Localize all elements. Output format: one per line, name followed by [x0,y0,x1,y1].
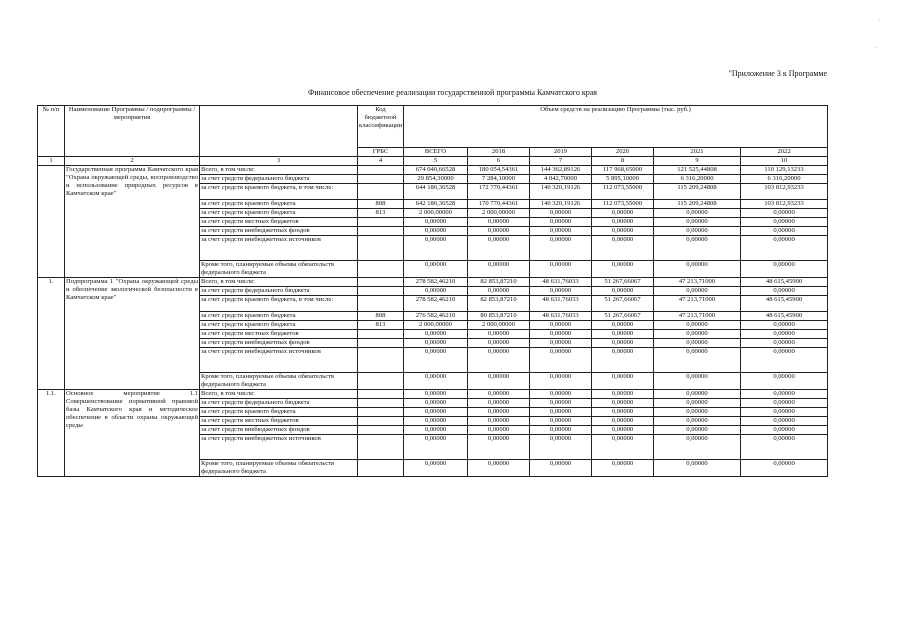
index-cell: 3 [200,157,358,166]
amount-cell: 278 582,46210 [404,296,468,312]
amount-cell: 0,00000 [654,209,741,218]
amount-cell: 48 615,45900 [741,278,828,287]
amount-cell: 0,00000 [741,227,828,236]
amount-cell: 0,00000 [654,330,741,339]
amount-cell: 0,00000 [404,399,468,408]
amount-cell: 642 186,36528 [404,200,468,209]
amount-cell: 80 853,87210 [468,312,530,321]
amount-cell: 0,00000 [468,373,530,390]
funding-source-label: за счет средств внебюджетных фондов [200,426,358,435]
amount-cell: 0,00000 [530,339,592,348]
funding-source-label: за счет средств внебюджетных источников [200,236,358,261]
grbs-code [358,417,404,426]
amount-cell: 2 000,00000 [404,209,468,218]
amount-cell: 48 631,76033 [530,296,592,312]
amount-cell: 0,00000 [468,227,530,236]
amount-cell: 0,00000 [468,417,530,426]
amount-cell: 0,00000 [530,218,592,227]
funding-source-label: за счет средств краевого бюджета [200,321,358,330]
funding-source-label: за счет средств краевого бюджета [200,200,358,209]
index-cell: 4 [358,157,404,166]
amount-cell: 0,00000 [530,330,592,339]
amount-cell: 140 320,19126 [530,200,592,209]
grbs-code [358,287,404,296]
amount-cell: 0,00000 [468,435,530,460]
row-number: 1. [38,278,65,390]
amount-cell: 5 895,10000 [592,175,654,184]
funding-source-label: за счет средств краевого бюджета, в том числе: [200,296,358,312]
amount-cell: 47 213,71000 [654,312,741,321]
amount-cell: 115 209,24808 [654,184,741,200]
grbs-code [358,373,404,390]
amount-cell: 112 073,55000 [592,184,654,200]
amount-cell: 0,00000 [530,417,592,426]
amount-cell: 0,00000 [530,435,592,460]
index-cell: 7 [530,157,592,166]
funding-source-label: за счет средств краевого бюджета, в том числе: [200,184,358,200]
grbs-code [358,426,404,435]
amount-cell: 0,00000 [468,236,530,261]
amount-cell: 0,00000 [404,330,468,339]
header-grbs: ГРБС [358,148,404,157]
header-row [38,106,828,148]
grbs-code [358,390,404,399]
funding-source-label: за счет средств федерального бюджета [200,399,358,408]
amount-cell: 644 186,36528 [404,184,468,200]
amount-cell: 0,00000 [741,408,828,417]
amount-cell: 0,00000 [741,209,828,218]
amount-cell: 0,00000 [468,261,530,278]
amount-cell: 0,00000 [530,408,592,417]
appendix-note: "Приложение 3 к Программе [728,69,827,78]
amount-cell: 0,00000 [654,426,741,435]
amount-cell: 0,00000 [592,236,654,261]
funding-source-label: за счет средств федерального бюджета [200,287,358,296]
amount-cell: 0,00000 [592,261,654,278]
amount-cell: 117 968,65000 [592,166,654,175]
amount-cell: 0,00000 [468,460,530,477]
amount-cell: 121 525,44808 [654,166,741,175]
funding-source-label: Всего, в том числе: [200,390,358,399]
amount-cell: 0,00000 [741,435,828,460]
funding-source-label: за счет средств внебюджетных фондов [200,339,358,348]
amount-cell: 0,00000 [592,426,654,435]
amount-cell: 0,00000 [654,321,741,330]
amount-cell: 7 284,10000 [468,175,530,184]
amount-cell: 51 267,66067 [592,312,654,321]
amount-cell: 0,00000 [530,390,592,399]
amount-cell: 0,00000 [592,209,654,218]
amount-cell: 0,00000 [654,460,741,477]
amount-cell: 0,00000 [530,261,592,278]
amount-cell: 0,00000 [654,287,741,296]
amount-cell: 0,00000 [404,417,468,426]
scan-speck: · [874,44,877,52]
grbs-code [358,175,404,184]
amount-cell: 0,00000 [592,460,654,477]
amount-cell: 0,00000 [741,236,828,261]
amount-cell: 0,00000 [404,236,468,261]
amount-cell: 0,00000 [654,399,741,408]
amount-cell: 0,00000 [468,426,530,435]
amount-cell: 0,00000 [530,236,592,261]
amount-cell: 0,00000 [592,373,654,390]
document-title: Финансовое обеспечение реализации государственной программы Камчатского края [308,88,597,97]
header-blank [200,106,358,157]
amount-cell: 0,00000 [404,460,468,477]
header-year: 2018 [468,148,530,157]
amount-cell: 0,00000 [530,287,592,296]
grbs-code [358,408,404,417]
amount-cell: 0,00000 [468,348,530,373]
index-cell: 1 [38,157,65,166]
amount-cell: 0,00000 [404,408,468,417]
amount-cell: 0,00000 [592,348,654,373]
index-cell: 2 [65,157,200,166]
amount-cell: 0,00000 [654,218,741,227]
amount-cell: 0,00000 [592,287,654,296]
amount-cell: 0,00000 [741,287,828,296]
amount-cell: 112 073,55000 [592,200,654,209]
amount-cell: 0,00000 [404,339,468,348]
grbs-code [358,296,404,312]
row-number: 1.1. [38,390,65,477]
grbs-code [358,184,404,200]
amount-cell: 29 854,30000 [404,175,468,184]
amount-cell: 51 267,66067 [592,278,654,287]
amount-cell: 0,00000 [592,321,654,330]
scan-speck: · [878,16,881,24]
amount-cell: 0,00000 [654,236,741,261]
amount-cell: 6 316,20000 [741,175,828,184]
grbs-code: 808 [358,312,404,321]
amount-cell: 0,00000 [592,218,654,227]
amount-cell: 0,00000 [592,330,654,339]
amount-cell: 0,00000 [592,435,654,460]
header-code: Код бюджетной классификации [358,106,404,148]
amount-cell: 0,00000 [530,321,592,330]
amount-cell: 0,00000 [404,435,468,460]
header-year: 2021 [654,148,741,157]
amount-cell: 0,00000 [654,339,741,348]
amount-cell: 48 631,76033 [530,312,592,321]
amount-cell: 48 615,45900 [741,312,828,321]
funding-source-label: за счет средств внебюджетных источников [200,435,358,460]
amount-cell: 103 812,93233 [741,200,828,209]
index-cell: 5 [404,157,468,166]
funding-source-label: Кроме того, планируемые объемы обязательств федерального бюджета [200,261,358,278]
amount-cell: 0,00000 [654,408,741,417]
row-number [38,166,65,278]
header-num: № п/п [38,106,65,157]
funding-source-label: Всего, в том числе: [200,166,358,175]
funding-source-label: за счет средств краевого бюджета [200,312,358,321]
funding-source-label: за счет средств краевого бюджета [200,209,358,218]
funding-source-label: за счет средств местных бюджетов [200,330,358,339]
amount-cell: 0,00000 [404,426,468,435]
amount-cell: 0,00000 [404,348,468,373]
funding-source-label: за счет средств федерального бюджета [200,175,358,184]
table-row [38,166,828,175]
amount-cell: 0,00000 [741,399,828,408]
grbs-code [358,236,404,261]
grbs-code [358,227,404,236]
program-name: Государственная программа Камчатского края "Охрана окружающей среды, воспроизводство и использование природных ресурсов в Камчатском крае" [65,166,200,278]
amount-cell: 51 267,66067 [592,296,654,312]
amount-cell: 4 042,70000 [530,175,592,184]
amount-cell: 180 054,54361 [468,166,530,175]
header-year: 2020 [592,148,654,157]
header-year: ВСЕГО [404,148,468,157]
amount-cell: 0,00000 [404,373,468,390]
amount-cell: 0,00000 [654,348,741,373]
amount-cell: 0,00000 [468,218,530,227]
amount-cell: 47 213,71000 [654,278,741,287]
amount-cell: 0,00000 [404,227,468,236]
grbs-code [358,218,404,227]
amount-cell: 0,00000 [654,390,741,399]
program-name: Основное мероприятие 1.1 Совершенствование нормативной правовой базы Камчатского края и методическое обеспечение в области охраны окружающей среды [65,390,200,477]
grbs-code [358,399,404,408]
funding-source-label: за счет средств краевого бюджета [200,408,358,417]
grbs-code: 813 [358,209,404,218]
table-row [38,278,828,287]
index-cell: 9 [654,157,741,166]
amount-cell: 0,00000 [404,261,468,278]
amount-cell: 0,00000 [468,390,530,399]
grbs-code [358,460,404,477]
grbs-code [358,339,404,348]
amount-cell: 0,00000 [530,460,592,477]
funding-source-label: Всего, в том числе: [200,278,358,287]
amount-cell: 0,00000 [468,399,530,408]
amount-cell: 48 615,45900 [741,296,828,312]
amount-cell: 0,00000 [530,209,592,218]
grbs-code [358,261,404,278]
amount-cell: 0,00000 [530,399,592,408]
amount-cell: 278 582,46210 [404,278,468,287]
amount-cell: 0,00000 [468,339,530,348]
funding-source-label: Кроме того, планируемые объемы обязательств федерального бюджета [200,373,358,390]
funding-source-label: за счет средств местных бюджетов [200,417,358,426]
amount-cell: 0,00000 [592,390,654,399]
amount-cell: 48 631,76033 [530,278,592,287]
funding-source-label: Кроме того, планируемые объемы обязательств федерального бюджета [200,460,358,477]
grbs-code [358,330,404,339]
index-cell: 8 [592,157,654,166]
financing-table [37,105,828,477]
funding-source-label: за счет средств внебюджетных фондов [200,227,358,236]
header-name: Наименование Программы / подпрограммы / мероприятия [65,106,200,157]
table-row [38,390,828,399]
amount-cell: 2 000,00000 [468,321,530,330]
grbs-code [358,166,404,175]
amount-cell: 0,00000 [654,417,741,426]
amount-cell: 0,00000 [741,373,828,390]
amount-cell: 0,00000 [741,321,828,330]
grbs-code: 808 [358,200,404,209]
amount-cell: 115 209,24808 [654,200,741,209]
amount-cell: 0,00000 [530,373,592,390]
amount-cell: 0,00000 [654,373,741,390]
amount-cell: 82 853,87210 [468,296,530,312]
amount-cell: 0,00000 [741,330,828,339]
index-cell: 10 [741,157,828,166]
amount-cell: 0,00000 [530,348,592,373]
amount-cell: 6 316,20000 [654,175,741,184]
amount-cell: 2 000,00000 [404,321,468,330]
amount-cell: 0,00000 [741,348,828,373]
amount-cell: 0,00000 [741,417,828,426]
header-volume: Объем средств на реализацию Программы (тыс. руб.) [404,106,828,148]
amount-cell: 0,00000 [654,227,741,236]
grbs-code [358,278,404,287]
amount-cell: 0,00000 [741,261,828,278]
amount-cell: 0,00000 [592,339,654,348]
amount-cell: 170 770,44361 [468,200,530,209]
amount-cell: 0,00000 [741,218,828,227]
amount-cell: 0,00000 [741,390,828,399]
header-year: 2022 [741,148,828,157]
amount-cell: 0,00000 [654,435,741,460]
grbs-code: 813 [358,321,404,330]
amount-cell: 0,00000 [592,408,654,417]
amount-cell: 0,00000 [404,390,468,399]
amount-cell: 0,00000 [741,426,828,435]
grbs-code [358,435,404,460]
amount-cell: 0,00000 [654,261,741,278]
amount-cell: 674 040,66528 [404,166,468,175]
amount-cell: 0,00000 [468,287,530,296]
funding-source-label: за счет средств местных бюджетов [200,218,358,227]
amount-cell: 110 129,13233 [741,166,828,175]
funding-source-label: за счет средств внебюджетных источников [200,348,358,373]
amount-cell: 144 362,89126 [530,166,592,175]
amount-cell: 103 812,93233 [741,184,828,200]
amount-cell: 172 770,44361 [468,184,530,200]
program-name: Подпрограмма 1 "Охрана окружающей среды и обеспечение экологической безопасности в Камчатском крае" [65,278,200,390]
amount-cell: 0,00000 [592,417,654,426]
amount-cell: 0,00000 [404,218,468,227]
amount-cell: 2 000,00000 [468,209,530,218]
amount-cell: 82 853,87210 [468,278,530,287]
grbs-code [358,348,404,373]
amount-cell: 0,00000 [741,339,828,348]
amount-cell: 0,00000 [404,287,468,296]
amount-cell: 0,00000 [468,330,530,339]
amount-cell: 0,00000 [592,399,654,408]
header-year: 2019 [530,148,592,157]
index-cell: 6 [468,157,530,166]
amount-cell: 0,00000 [592,227,654,236]
amount-cell: 0,00000 [530,227,592,236]
amount-cell: 0,00000 [530,426,592,435]
amount-cell: 140 320,19126 [530,184,592,200]
amount-cell: 0,00000 [468,408,530,417]
index-row [38,157,828,166]
amount-cell: 276 582,46210 [404,312,468,321]
amount-cell: 47 213,71000 [654,296,741,312]
amount-cell: 0,00000 [741,460,828,477]
